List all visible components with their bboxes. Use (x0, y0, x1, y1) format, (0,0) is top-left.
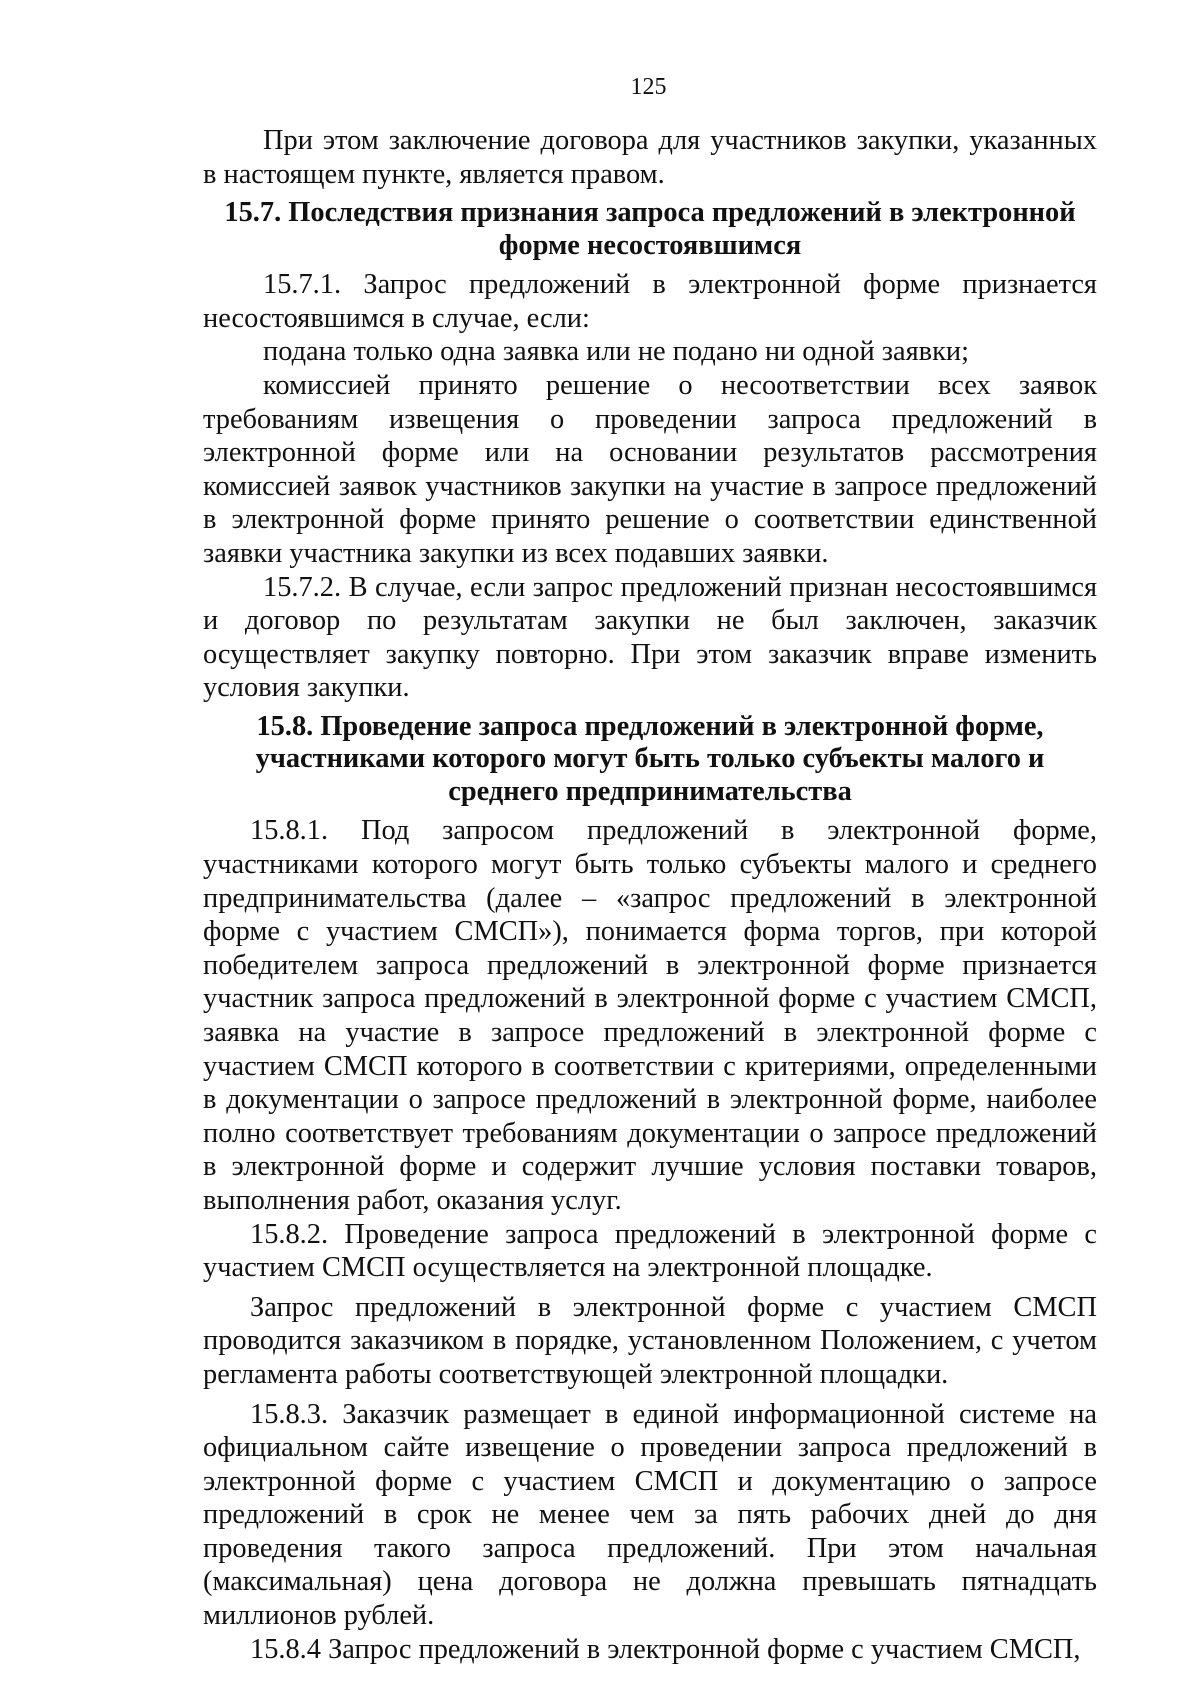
section-heading-15-7: 15.7. Последствия признания запроса предложений в электронной форме несостоявшимся (224, 197, 1076, 261)
paragraph-commission-decision: комиссией принято решение о несоответствии всех заявок требованиям извещения о проведении запроса предложений в электронной форме или на основании результатов рассмотрения комиссией заявок участников закупки на участие в запросе предложений в электронной форме принято решение о соответствии единственной заявки участника закупки из всех подавших заявки. (203, 369, 1097, 569)
paragraph-15-7-1: 15.7.1. Запрос предложений в электронной форме признается несостоявшимся в случае, если: (203, 269, 1097, 334)
document-body (203, 124, 1097, 1666)
paragraph-15-7-2: 15.7.2. В случае, если запрос предложений признан несостоявшимся и договор по результатам закупки не был заключен, заказчик осуществляет закупку повторно. При этом заказчик вправе изменить условия закупки. (203, 571, 1097, 704)
paragraph-15-8-2: 15.8.2. Проведение запроса предложений в электронной форме с участием СМСП осуществляется на электронной площадке. (203, 1218, 1097, 1284)
page-number: 125 (630, 74, 667, 100)
paragraph-15-8-3: 15.8.3. Заказчик размещает в единой информационной системе на официальном сайте извещение о проведении запроса предложений в электронной форме с участием СМСП и документацию о запросе предложений в срок не менее чем за пять рабочих дней до дня проведения такого запроса предложений. При этом начальная (максимальная) цена договора не должна превышать пятнадцать миллионов рублей. (203, 1398, 1097, 1632)
paragraph-15-8-4: 15.8.4 Запрос предложений в электронной форме с участием СМСП, (250, 1633, 1081, 1665)
paragraph-single-application: подана только одна заявка или не подано ни одной заявки; (263, 336, 969, 368)
paragraph-smsp-procedure: Запрос предложений в электронной форме с участием СМСП проводится заказчиком в порядке, установленном Положением, с учетом регламента работы соответствующей электронной площадки. (203, 1291, 1097, 1390)
paragraph-contract-right: При этом заключение договора для участников закупки, указанных в настоящем пункте, является правом. (203, 125, 1097, 190)
section-heading-15-8: 15.8. Проведение запроса предложений в электронной форме, участниками которого могут быть только субъекты малого и среднего предпринимательства (255, 710, 1045, 807)
paragraph-15-8-1: 15.8.1. Под запросом предложений в электронной форме, участниками которого могут быть только субъекты малого и среднего предпринимательства (далее – «запрос предложений в электронной форме с участием СМСП»), понимается форма торгов, при которой победителем запроса предложений в электронной форме признается участник запроса предложений в электронной форме с участием СМСП, заявка на участие в запросе предложений в электронной форме с участием СМСП которого в соответствии с критериями, определенными в документации о запросе предложений в электронной форме, наиболее полно соответствует требованиям документации о запросе предложений в электронной форме и содержит лучшие условия поставки товаров, выполнения работ, оказания услуг. (203, 815, 1097, 1216)
